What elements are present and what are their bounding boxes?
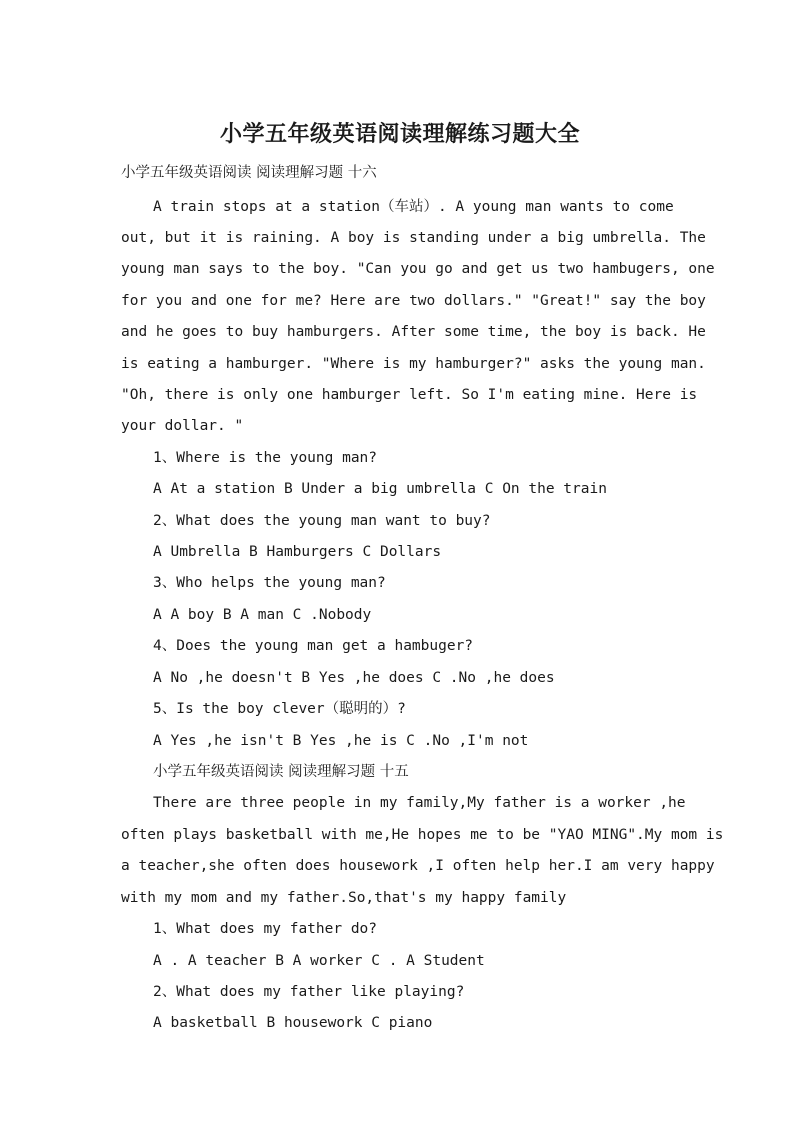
document-title: 小学五年级英语阅读理解练习题大全 [219, 122, 580, 147]
question-text: 2、What does the young man want to buy? [153, 513, 491, 529]
section-heading: 小学五年级英语阅读 阅读理解习题 十六 [121, 165, 377, 181]
passage-line: out, but it is raining. A boy is standing under a big umbrella. The [121, 230, 706, 246]
passage-line: and he goes to buy hamburgers. After some time, the boy is back. He [121, 324, 706, 340]
answer-options: A No ,he doesn't B Yes ,he does C .No ,he does [153, 670, 555, 686]
answer-options: A Umbrella B Hamburgers C Dollars [153, 544, 442, 560]
passage-line: your dollar. " [121, 418, 244, 434]
answer-options: A At a station B Under a big umbrella C On the train [153, 481, 607, 497]
passage-line: a teacher,she often does housework ,I often help her.I am very happy [121, 858, 715, 874]
question-text: 3、Who helps the young man? [153, 575, 386, 591]
passage-line: There are three people in my family,My father is a worker ,he [153, 795, 686, 811]
answer-options: A . A teacher B A worker C . A Student [153, 953, 485, 969]
passage-line: A train stops at a station（车站）. A young man wants to come [153, 199, 674, 215]
question-text: 5、Is the boy clever（聪明的）? [153, 701, 406, 717]
question-text: 4、Does the young man get a hambuger? [153, 638, 474, 654]
section-heading: 小学五年级英语阅读 阅读理解习题 十五 [153, 764, 409, 780]
question-text: 1、Where is the young man? [153, 450, 378, 466]
passage-line: is eating a hamburger. "Where is my hamburger?" asks the young man. [121, 356, 706, 372]
passage-line: "Oh, there is only one hamburger left. So I'm eating mine. Here is [121, 387, 698, 403]
question-text: 2、What does my father like playing? [153, 984, 465, 1000]
passage-line: often plays basketball with me,He hopes me to be "YAO MING".My mom is [121, 827, 724, 843]
answer-options: A A boy B A man C .Nobody [153, 607, 372, 623]
question-text: 1、What does my father do? [153, 921, 378, 937]
answer-options: A basketball B housework C piano [153, 1015, 433, 1031]
answer-options: A Yes ,he isn't B Yes ,he is C .No ,I'm not [153, 733, 529, 749]
passage-line: with my mom and my father.So,that's my happy family [121, 890, 567, 906]
passage-line: for you and one for me? Here are two dollars." "Great!" say the boy [121, 293, 706, 309]
passage-line: young man says to the boy. "Can you go and get us two hambugers, one [121, 261, 715, 277]
